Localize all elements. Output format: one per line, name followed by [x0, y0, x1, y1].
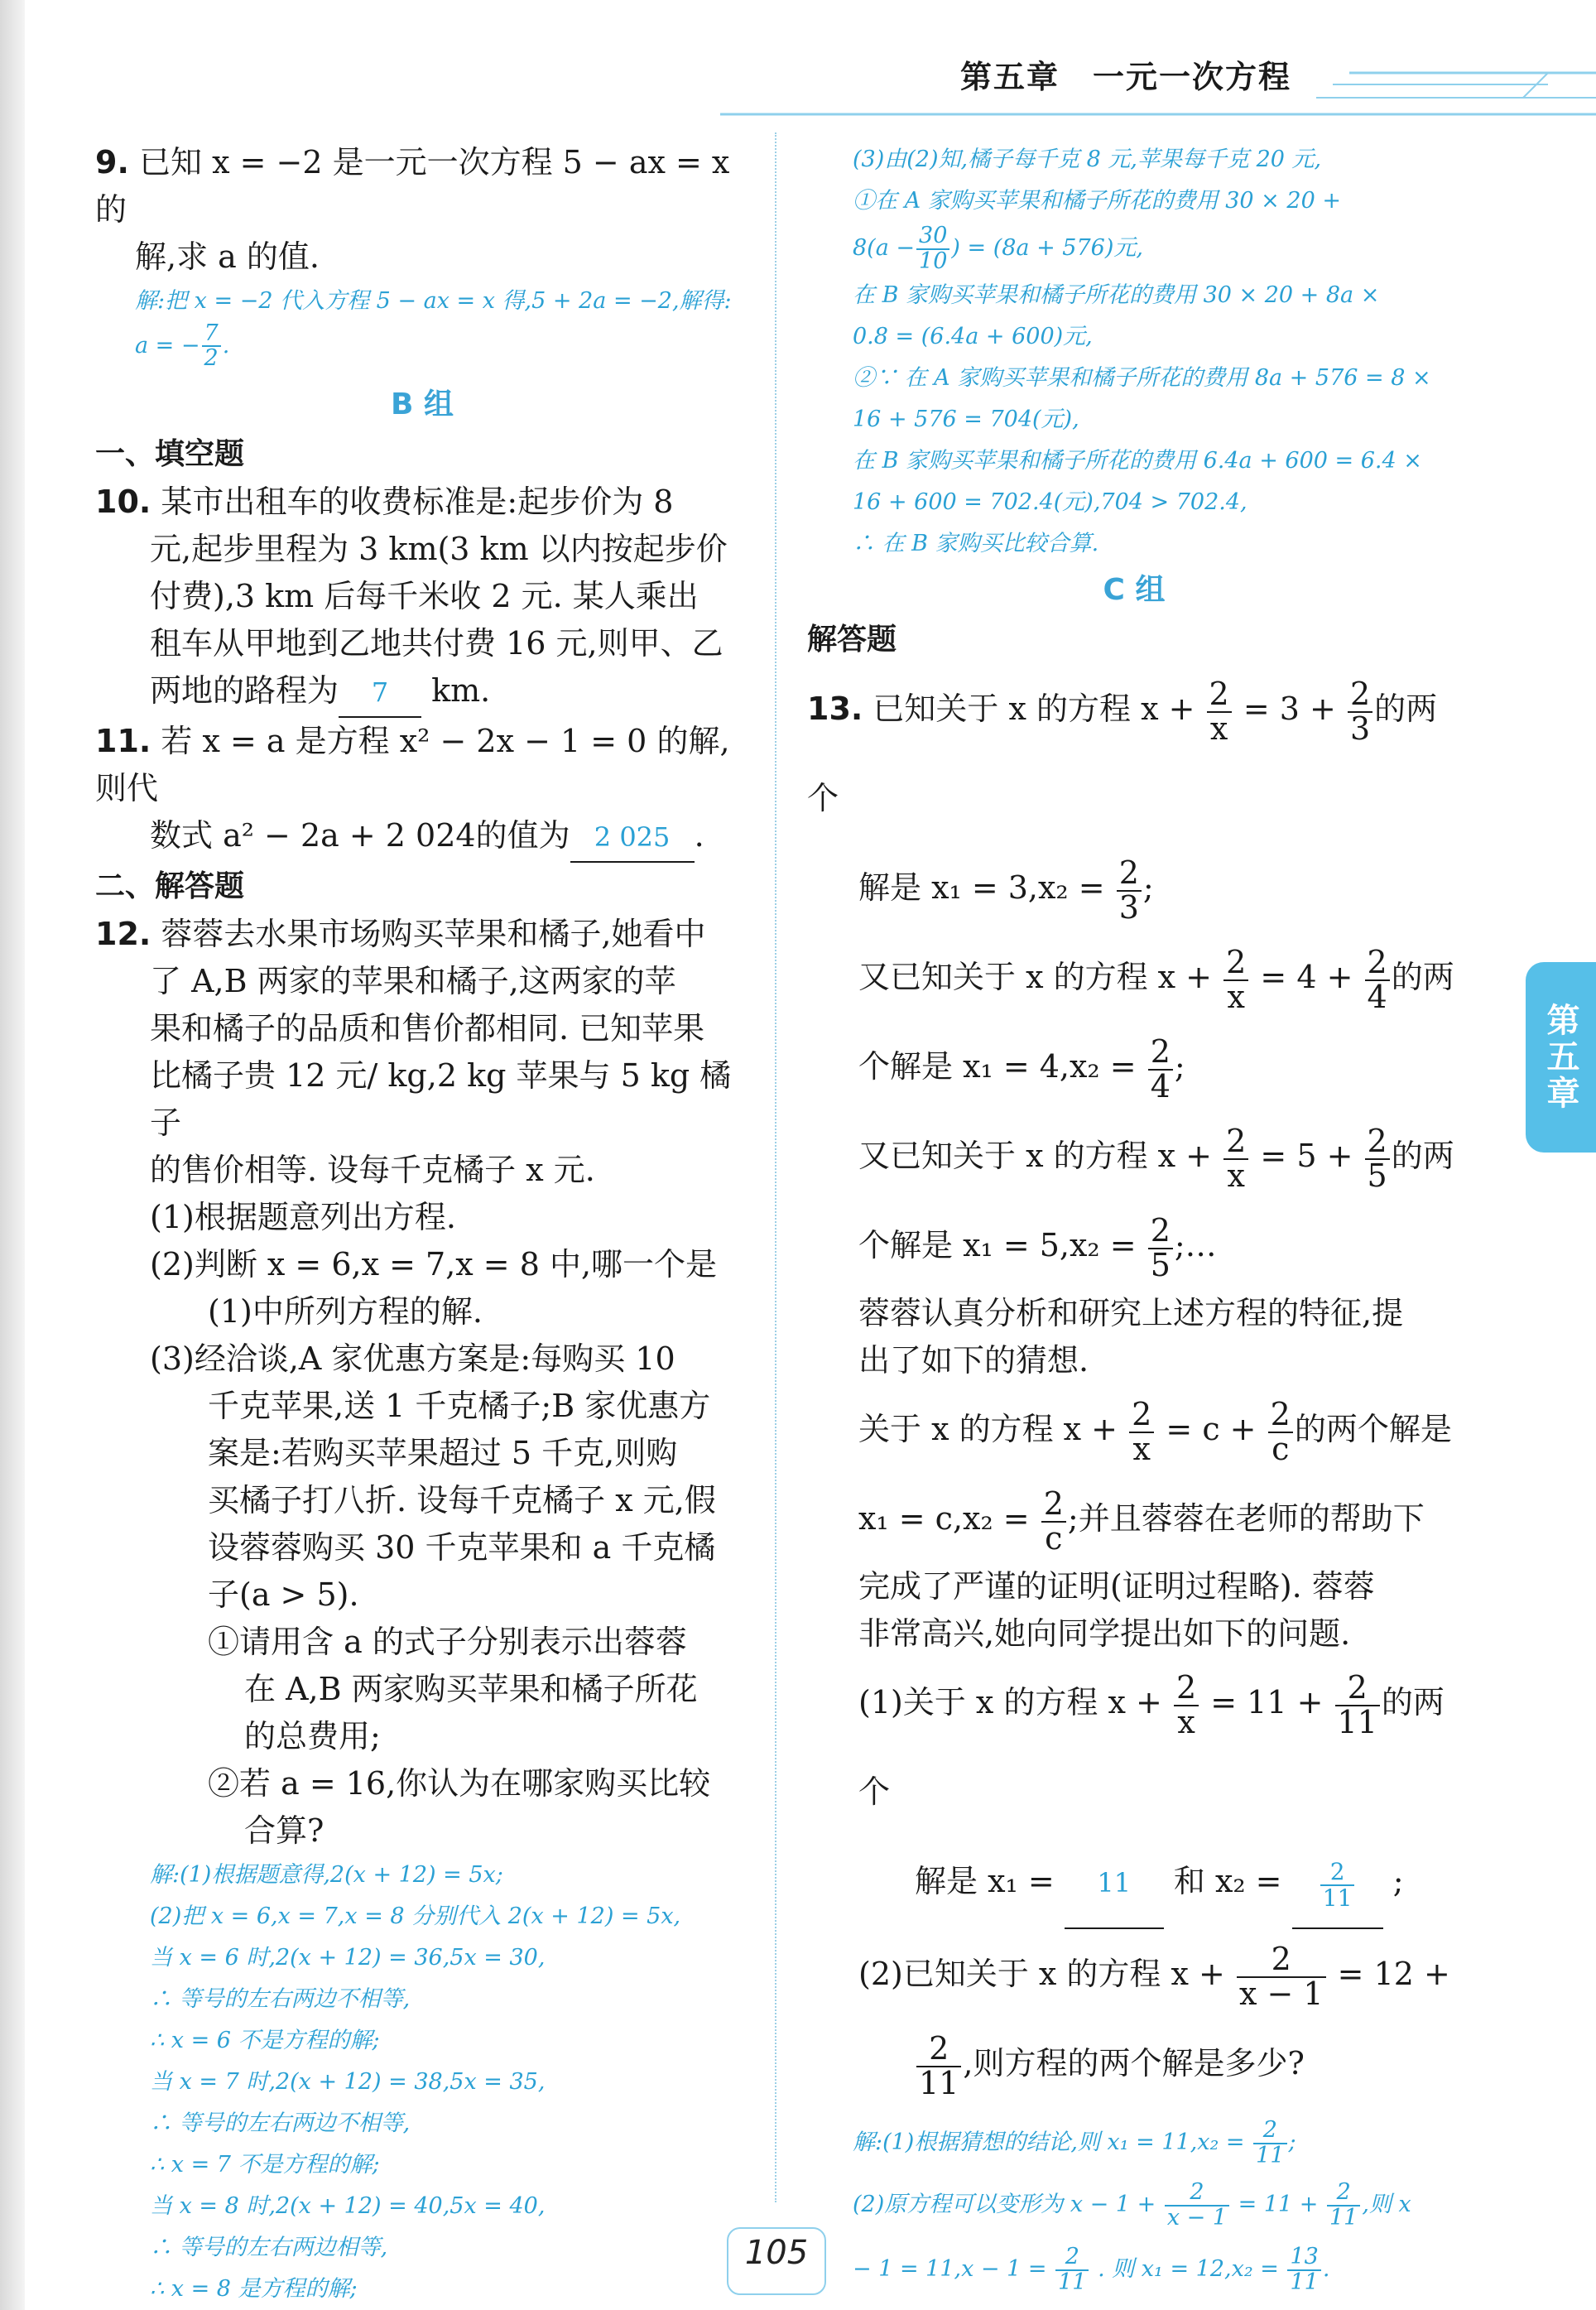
q11-line2: 数式 a² − 2a + 2 024的值为 2 025 .: [95, 812, 749, 863]
q12-sub2-b: (1)中所列方程的解.: [208, 1292, 483, 1330]
q12-item2-b: 合算?: [244, 1812, 324, 1849]
chapter-side-tab: [1526, 962, 1596, 1153]
q13-line10: x₁ = c,x₂ = $\frac{2}{c}$ ;并且蓉蓉在老师的帮助下: [858, 1485, 1425, 1557]
q12-answer-continued: [807, 139, 1461, 565]
q12-line5: 的售价相等. 设每千克橘子 x 元.: [150, 1151, 595, 1188]
q12-cont-line: 16 + 600 = 702.4(元),704 > 702.4,: [853, 489, 1247, 515]
q13-line12: 非常高兴,她向同学提出如下的问题.: [858, 1615, 1351, 1652]
q12-cont-line: 16 + 576 = 704(元),: [853, 407, 1079, 432]
q12-cont-line: 在 B 家购买苹果和橘子所花的费用 30 × 20 + 8a ×: [853, 282, 1380, 308]
q10-line1: 10. 某市出租车的收费标准是:起步价为 8: [95, 483, 674, 520]
q12-item1-b: 在 A,B 两家购买苹果和橘子所花: [244, 1670, 698, 1707]
group-b-heading: B 组: [391, 387, 454, 421]
q12-cont-line: 0.8 = (6.4a + 600)元,: [853, 324, 1093, 349]
q11-line1: 11. 若 x = a 是方程 x² − 2x − 1 = 0 的解,则代: [95, 722, 730, 806]
q12-line4: 比橘子贵 12 元/ kg,2 kg 苹果与 5 kg 橘子: [150, 1056, 732, 1141]
q13-sub1-line2: 解是 x₁ = 11 和 x₂ = $\frac{2}{11}$ ;: [807, 1836, 1461, 1929]
section-fill-blank-heading: 一、填空题: [95, 436, 245, 471]
q12-item1-a: ①请用含 a 的式子分别表示出蓉蓉: [208, 1623, 687, 1660]
q12-sub3-d: 买橘子打八折. 设每千克橘子 x 元,假: [208, 1481, 716, 1518]
section-solve-heading-c: 解答题: [807, 623, 897, 657]
q13-line11: 完成了严谨的证明(证明过程略). 蓉蓉: [858, 1568, 1375, 1605]
q13-sub1-line1: (1)关于 x 的方程 x + $\frac{2}{x}$ = 11 + $\frac{2}{11}$ 的两个: [858, 1668, 1445, 1810]
q12-answer-line: ∴ 等号的左右两边不相等,: [150, 2110, 411, 2136]
group-c-heading: C 组: [1103, 573, 1166, 607]
q13-answer-blank-1: 11: [1065, 1838, 1164, 1929]
page-number: 105: [744, 2234, 809, 2272]
q12-line3: 果和橘子的品质和售价都相同. 已知苹果: [150, 1009, 705, 1047]
chapter-title: 第五章 一元一次方程: [960, 59, 1292, 95]
q10-line5: 两地的路程为 7 km.: [95, 667, 749, 718]
q12-answer-line: 当 x = 8 时,2(x + 12) = 40,5x = 40,: [150, 2192, 546, 2219]
q13-line9: 关于 x 的方程 x + $\frac{2}{x}$ = c + $\frac{2}{c}$ 的两个解是: [858, 1395, 1452, 1467]
q12-line1: 12. 蓉蓉去水果市场购买苹果和橘子,她看中: [95, 915, 706, 952]
q12-cont-line: ①在 A 家购买苹果和橘子所花的费用 30 × 20 +: [853, 188, 1341, 214]
q13-line1: 13. 已知关于 x 的方程 x + $\frac{2}{x}$ = 3 + $\frac{2}{3}$ 的两个: [807, 675, 1438, 816]
q12-answer-line: 当 x = 7 时,2(x + 12) = 38,5x = 35,: [150, 2068, 546, 2095]
q12-answer-line: ∴ 等号的左右两边相等,: [150, 2234, 388, 2260]
q12-line2: 了 A,B 两家的苹果和橘子,这两家的苹: [150, 962, 676, 999]
q13-line3: 又已知关于 x 的方程 x + $\frac{2}{x}$ = 4 + $\frac{2}{4}$ 的两: [858, 943, 1454, 1015]
q12-cont-line: ∴ 在 B 家购买比较合算.: [853, 531, 1099, 556]
q13-line6: 个解是 x₁ = 5,x₂ = $\frac{2}{5}$ ;…: [858, 1211, 1217, 1283]
q10-line2: 元,起步里程为 3 km(3 km 以内按起步价: [150, 530, 728, 567]
q13-sub2-line1: (2)已知关于 x 的方程 x + $\frac{2}{x - 1}$ = 12 +: [858, 1940, 1450, 2012]
q12-answer-line: 解:(1)根据题意得,2(x + 12) = 5x;: [150, 1861, 503, 1888]
q12-cont-line: ②∵ 在 A 家购买苹果和橘子所花的费用 8a + 576 = 8 ×: [853, 365, 1431, 391]
q12-sub3-b: 千克苹果,送 1 千克橘子;B 家优惠方: [208, 1387, 711, 1424]
q12-answer-line: 当 x = 6 时,2(x + 12) = 36,5x = 30,: [150, 1944, 546, 1971]
q12-answer-line: (2)把 x = 6,x = 7,x = 8 分别代入 2(x + 12) = 5x,: [150, 1903, 681, 1929]
q12-sub3-e: 设蓉蓉购买 30 千克苹果和 a 千克橘: [208, 1528, 716, 1566]
q9-answer-line1: 解:把 x = −2 代入方程 5 − ax = x 得,5 + 2a = −2,解得:: [135, 288, 732, 314]
q12-answer-line: ∴ x = 8 是方程的解;: [150, 2275, 358, 2302]
q9-line1: 9. 已知 x = −2 是一元一次方程 5 − ax = x 的: [95, 144, 730, 228]
q13-answer-line: 解:(1)根据猜想的结论,则 x₁ = 11,x₂ = $\frac{2}{11}$ ;: [853, 2117, 1296, 2168]
q12-sub2-a: (2)判断 x = 6,x = 7,x = 8 中,哪一个是: [150, 1245, 718, 1283]
right-column: [807, 139, 1461, 2302]
q12-sub3-c: 案是:若购买苹果超过 5 千克,则购: [208, 1434, 678, 1471]
q13-line8: 出了如下的猜想.: [858, 1342, 1089, 1379]
column-divider: [775, 132, 776, 2202]
q12-sub3-f: 子(a > 5).: [208, 1576, 359, 1613]
q12-cont-line: (3)由(2)知,橘子每千克 8 元,苹果每千克 20 元,: [853, 147, 1322, 172]
q10-answer-blank: 7: [339, 669, 421, 718]
q12-answer-line: ∴ x = 7 不是方程的解;: [150, 2151, 380, 2178]
q12-answer-block: [95, 1855, 749, 2310]
q13-line2: 解是 x₁ = 3,x₂ = $\frac{2}{3}$ ;: [858, 854, 1154, 926]
left-column: [95, 139, 749, 2310]
q12-sub3-a: (3)经洽谈,A 家优惠方案是:每购买 10: [150, 1340, 675, 1377]
q12-cont-line: 在 B 家购买苹果和橘子所花的费用 6.4a + 600 = 6.4 ×: [853, 448, 1422, 474]
q12-answer-line: ∴ 等号的左右两边不相等,: [150, 1985, 411, 2012]
q13-line4: 个解是 x₁ = 4,x₂ = $\frac{2}{4}$ ;: [858, 1032, 1185, 1104]
q12-answer-line: ∴ x = 6 不是方程的解;: [150, 2027, 380, 2053]
q9-line2: 解,求 a 的值.: [135, 238, 320, 275]
page-edge-shadow: [0, 0, 25, 2310]
q13-answer-line: − 1 = 11,x − 1 = $\frac{2}{11}$ . 则 x₁ = 12,x₂ = $\frac{13}{11}$ .: [853, 2244, 1330, 2295]
q12-sub1: (1)根据题意列出方程.: [150, 1198, 456, 1235]
q13-line7: 蓉蓉认真分析和研究上述方程的特征,提: [858, 1295, 1404, 1331]
q13-answer-block: [807, 2113, 1461, 2302]
q13-answer-blank-2: $\frac{2}{11}$: [1292, 1838, 1383, 1929]
q12-item1-c: 的总费用;: [244, 1717, 381, 1754]
q13-line5: 又已知关于 x 的方程 x + $\frac{2}{x}$ = 5 + $\frac{2}{5}$ 的两: [858, 1122, 1454, 1194]
q13-sub2-line2: $\frac{2}{11}$ ,则方程的两个解是多少?: [807, 2019, 1461, 2108]
q11-answer-blank: 2 025: [570, 814, 695, 863]
q12-cont-line: 8(a − $\frac{30}{10}$ ) = (8a + 576)元,: [853, 223, 1143, 274]
chapter-tab-label: 第五章: [1541, 1003, 1579, 1112]
q10-line4: 租车从甲地到乙地共付费 16 元,则甲、乙: [150, 624, 723, 662]
q13-block: [807, 664, 1461, 2302]
q13-answer-line: (2)原方程可以变形为 x − 1 + $\frac{2}{x - 1}$ = 11 + $\frac{2}{11}$ ,则 x: [853, 2179, 1411, 2231]
q12-item2-a: ②若 a = 16,你认为在哪家购买比较: [208, 1764, 711, 1802]
q9-answer-line2: a = − $\frac{7}{2}$ .: [135, 320, 230, 372]
section-solve-heading: 二、解答题: [95, 869, 245, 903]
q10-line3: 付费),3 km 后每千米收 2 元. 某人乘出: [150, 577, 699, 614]
